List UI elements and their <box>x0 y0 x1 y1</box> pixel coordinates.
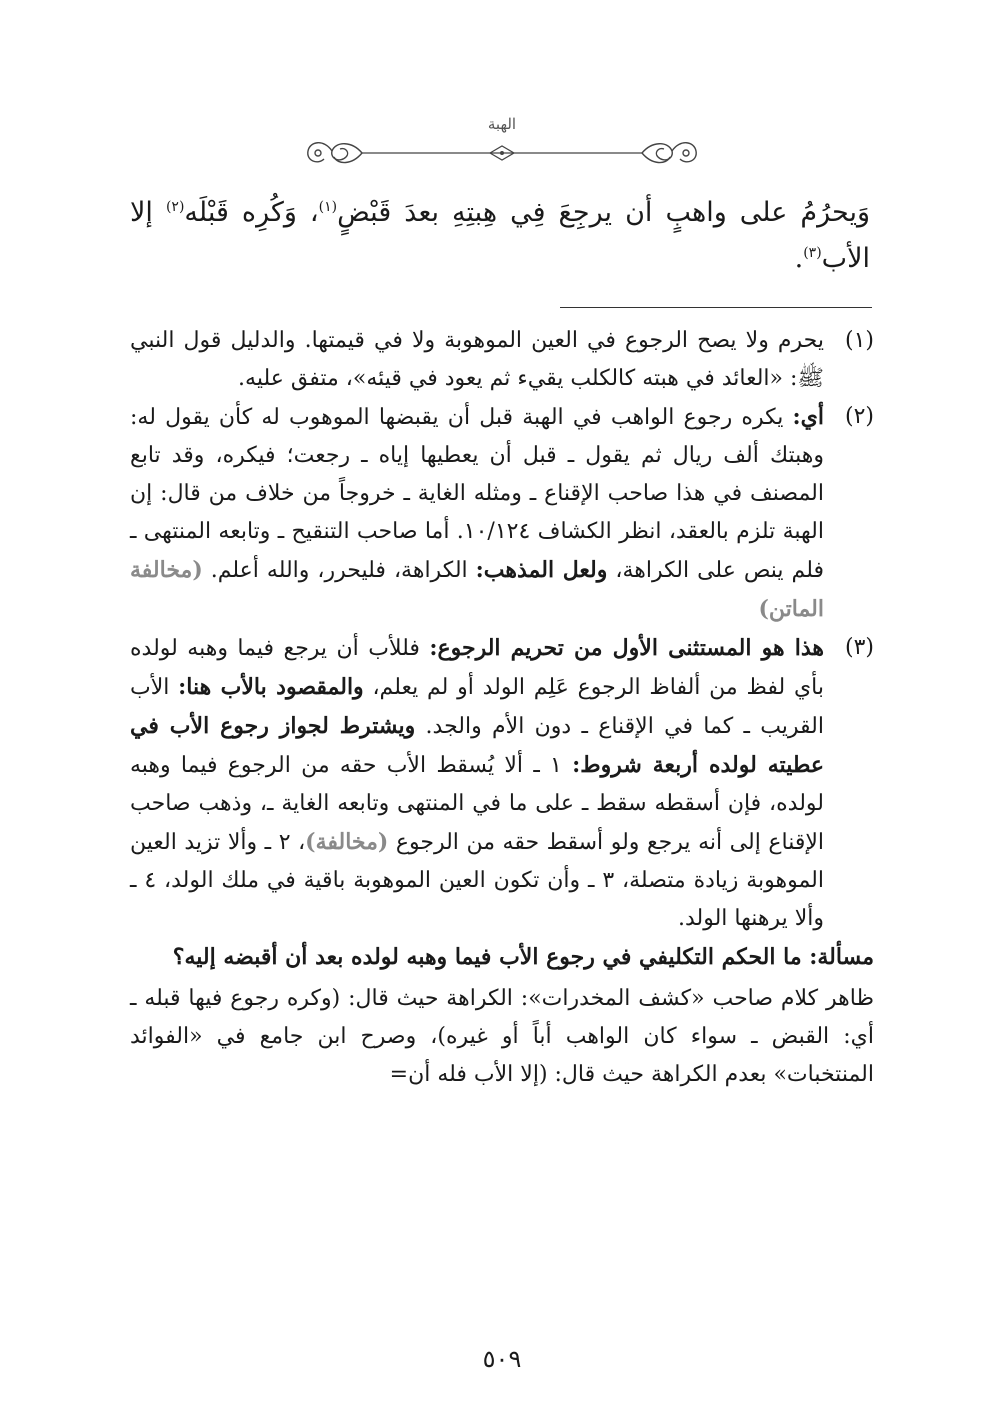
footnote-1 <box>130 322 874 398</box>
header-title: الهبة <box>487 115 517 133</box>
footnote-ref-1[interactable]: (١) <box>318 199 338 215</box>
footnote-bold-text: أي: <box>792 404 824 430</box>
footnote-separator <box>560 307 872 308</box>
footnote-text: فللأب أن يرجع فيما وهبه لولده بأي لفظ من ألفاظ الرجوع عَلِم الولد أو لم يعلم، <box>130 636 824 700</box>
footnote-2 <box>130 398 874 629</box>
footnote-number: (٢) <box>844 404 874 429</box>
footnote-text: ١ ـ ألا يُسقط الأب حقه من الرجوع فيما وهبه لولده، فإن أسقطه سقط ـ على ما في المنتهى وتابعه الغاية ـ، وذهب صاحب الإقناع إلى أنه يرجع ولو أسقط حقه من الرجوع <box>130 753 825 855</box>
footnote-ref-2[interactable]: (٢) <box>165 199 185 215</box>
footnote-bold-text: ويشترط لجواز رجوع الأب في عطيته لولده أربعة شروط: <box>130 713 824 778</box>
page-number: ٥٠٩ <box>482 1345 522 1373</box>
footnote-number: (٣) <box>844 635 874 660</box>
main-text <box>130 190 870 282</box>
footnote-body <box>130 629 824 938</box>
footnote-3 <box>130 629 874 938</box>
footnote-ref-3[interactable]: (٣) <box>803 245 822 261</box>
difference-note: (مخالفة) <box>305 829 389 855</box>
running-header <box>0 105 1004 175</box>
footnote-body <box>130 322 824 398</box>
footnote-bold-text: والمقصود بالأب هنا: <box>178 674 364 700</box>
footnote-number: (١) <box>844 328 874 353</box>
question-heading: مسألة: ما الحكم التكليفي في رجوع الأب فيما وهبه لولده بعد أن أقبضه إليه؟ <box>172 944 874 970</box>
footnote-text: يحرم ولا يصح الرجوع في العين الموهوبة ولا في قيمتها. والدليل قول النبي ﷺ: «العائد في هبته كالكلب يقيء ثم يعود في قيئه»، متفق عليه. <box>130 328 824 391</box>
footnote-body <box>130 398 824 629</box>
footnote-text: يكره رجوع الواهب في الهبة قبل أن يقبضها الموهوب له كأن يقول له: وهبتك ألف ريال ثم يقول ـ قبل أن يعطيها إياه ـ رجعت؛ فيكره، وقد تابع المصنف في هذا صاحب الإقناع ـ ومثله الغاية ـ خروجاً من خلاف من قال: إن الهبة تلزم بالعقد، انظر الكشاف ١٠/١٢٤. أما صاحب التنقيح ـ وتابعه المنتهى ـ فلم ينص على الكراهة، <box>130 405 825 583</box>
footnotes <box>130 322 874 1094</box>
footnote-bold-text: هذا هو المستثنى الأول من تحريم الرجوع: <box>429 635 824 661</box>
difference-note: (مخالفة الماتن) <box>130 557 824 622</box>
main-seg-4: إلا الأب <box>130 197 870 274</box>
ornament-divider-icon <box>300 135 704 171</box>
footnote-text: الكراهة، فليحرر، والله أعلم. <box>202 558 476 583</box>
footnote-text: الأب القريب ـ كما في الإقناع ـ دون الأم والجد. <box>130 675 824 739</box>
footnote-bold-text: ولعل المذهب: <box>475 557 608 583</box>
main-seg-6: . <box>794 243 804 274</box>
main-seg-0: وَيحرُمُ على واهبٍ أن يرجِعَ فِي هِبتِهِ بعدَ قَبْضٍ <box>337 197 870 228</box>
closing-paragraph: ظاهر كلام صاحب «كشف المخدرات»: الكراهة حيث قال: (وكره رجوع فيها قبله ـ أي: القبض ـ سواء كان الواهب أباً أو غيره)، وصرح ابن جامع في «الفوائد المنتخبات» بعدم الكراهة حيث قال: (إلا الأب فله أن= <box>130 986 874 1087</box>
footnote-text: ، ٢ ـ وألا تزيد العين الموهوبة زيادة متصلة، ٣ ـ وأن تكون العين الموهوبة باقية في ملك الولد، ٤ ـ وألا يرهنها الولد. <box>130 830 824 931</box>
main-seg-2: ، وَكُرِه قَبْلَه <box>184 197 319 228</box>
